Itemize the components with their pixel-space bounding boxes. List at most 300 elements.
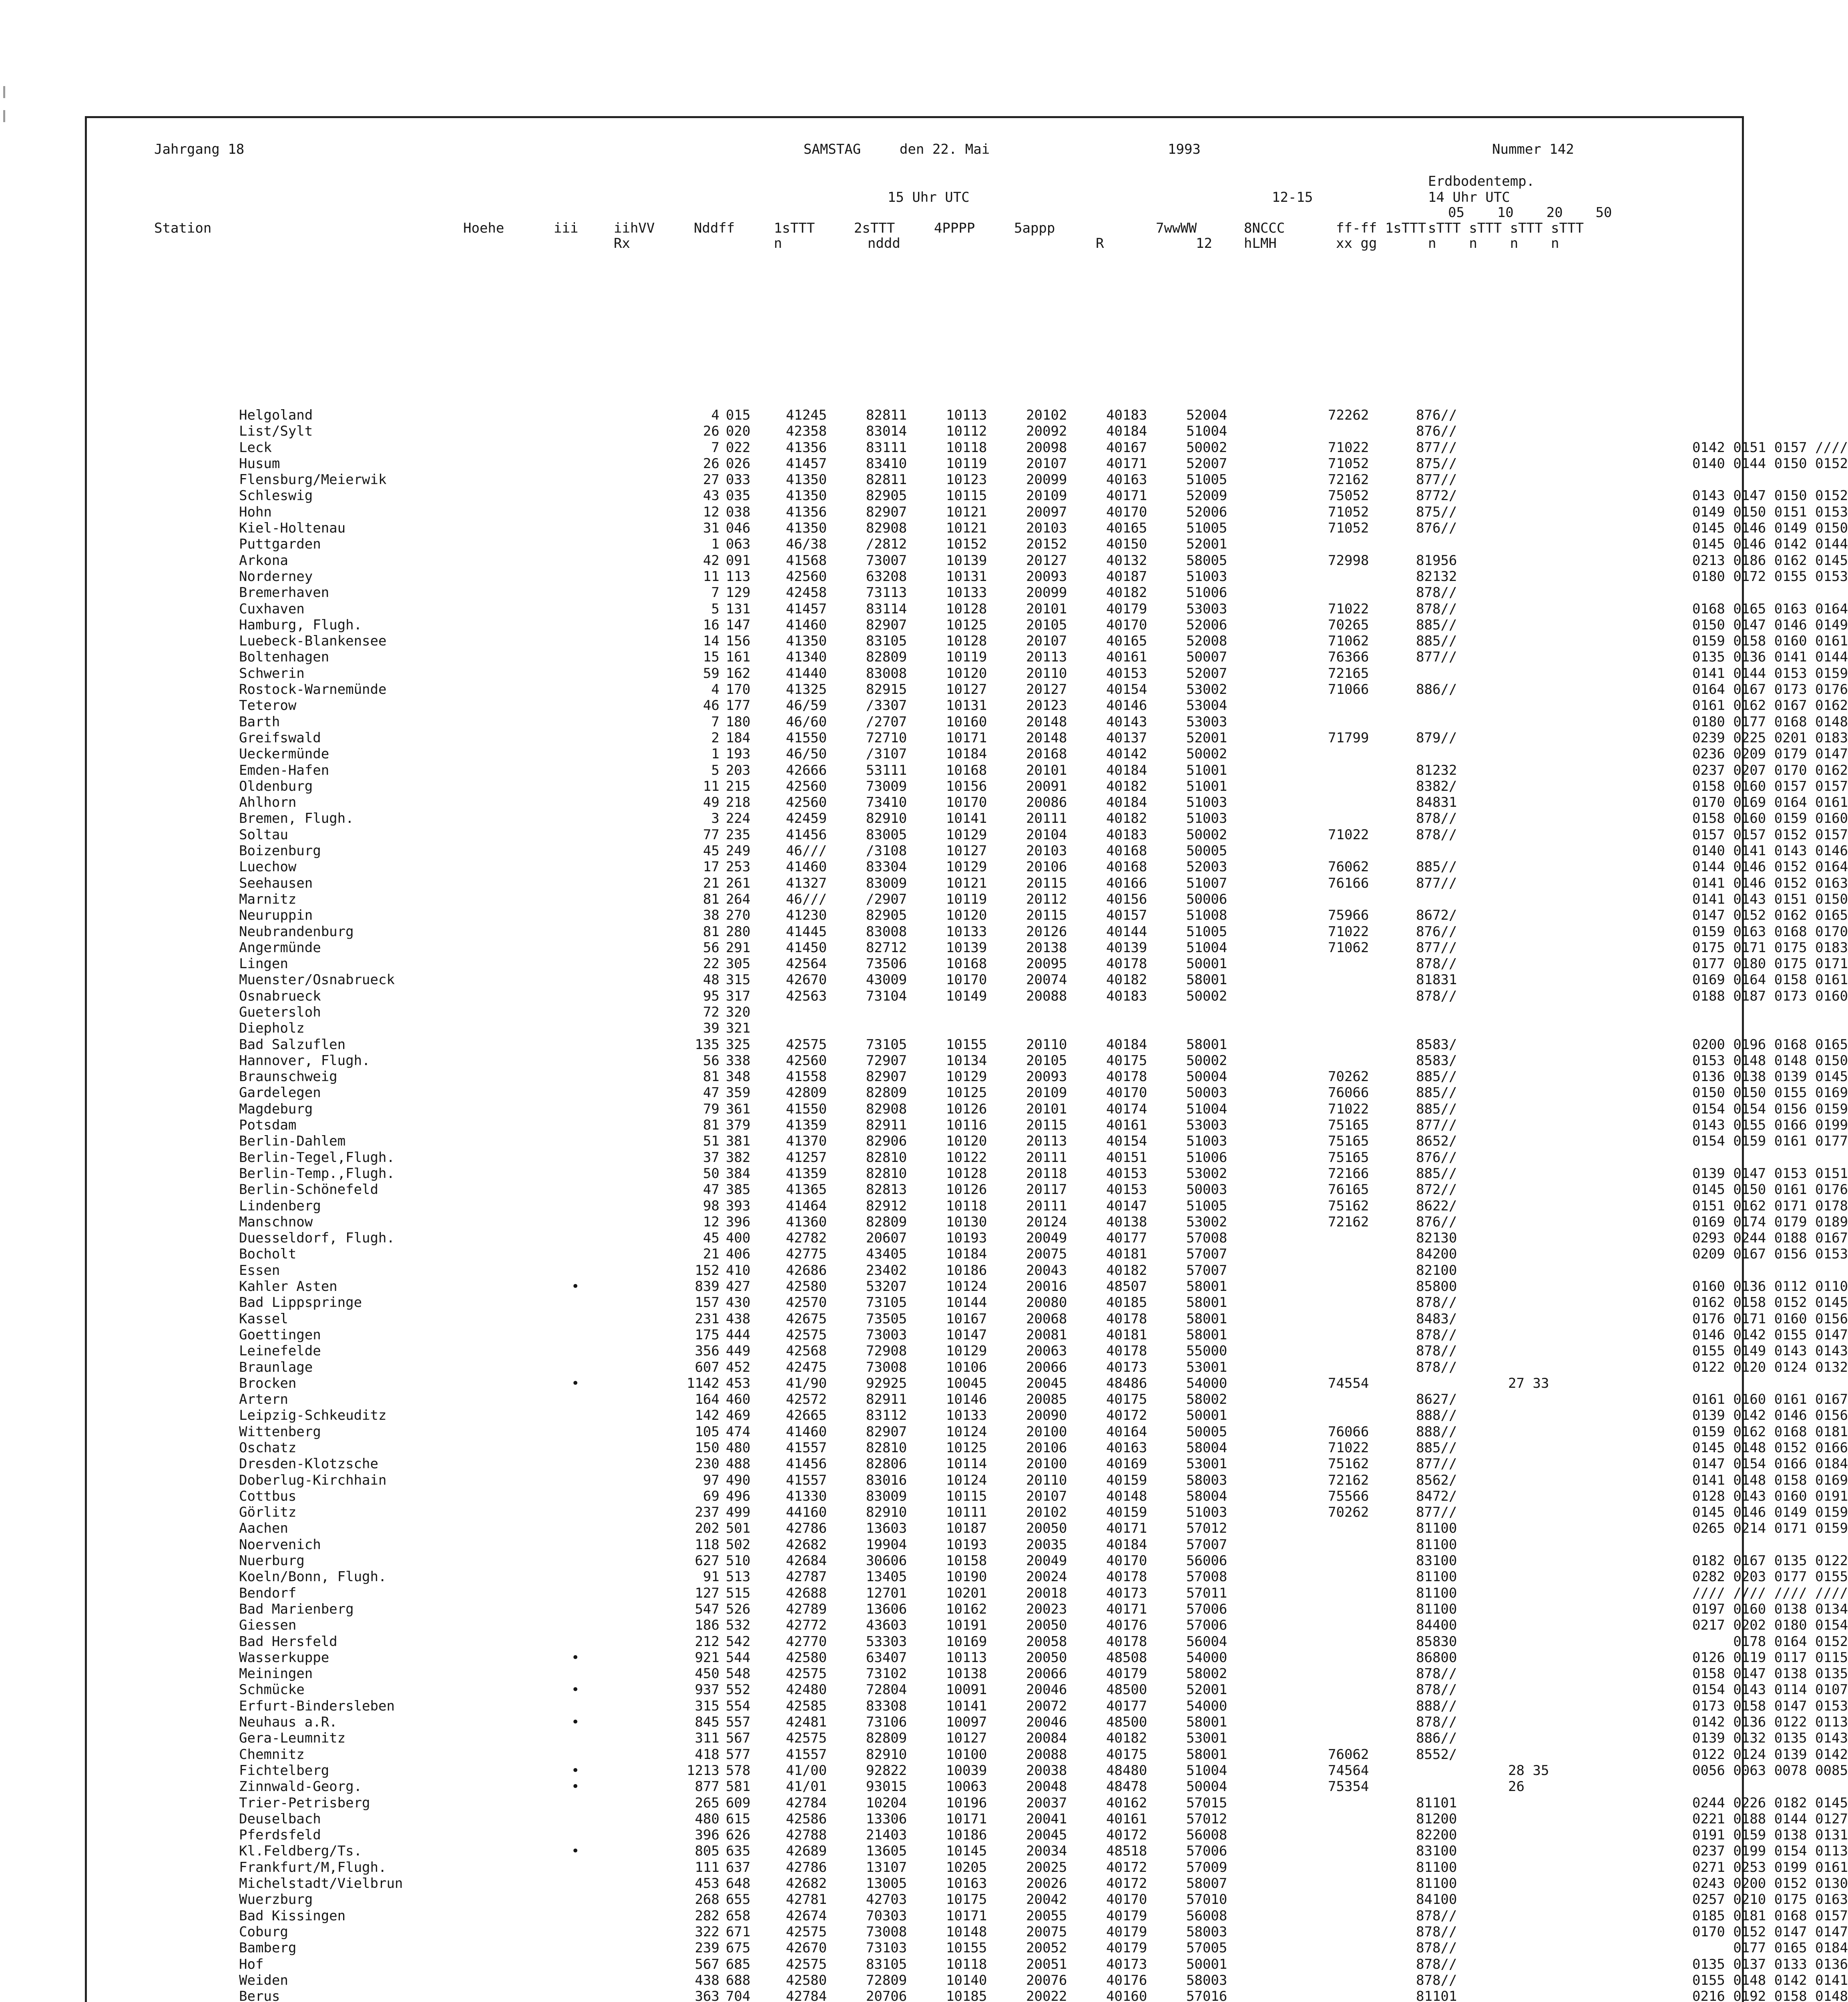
cell-iii: 460 — [726, 1391, 751, 1408]
cell-t1: 10171 — [946, 1811, 987, 1827]
cell-st: Oschatz — [239, 1440, 297, 1456]
cell-ww: 72165 — [1328, 665, 1369, 681]
cell-iii: 264 — [726, 891, 751, 907]
cell-cc: 81831 — [1416, 972, 1457, 988]
cell-vv: 46/60 — [786, 714, 827, 730]
cell-dd: 82810 — [866, 1165, 907, 1182]
cell-iii: 685 — [726, 1956, 751, 1972]
cell-vv: 41230 — [786, 907, 827, 924]
cell-e: 0154 0154 0156 0159 — [1692, 1101, 1848, 1117]
cell-e: 0128 0143 0160 0191 — [1692, 1488, 1848, 1504]
cell-p: 40184 — [1106, 423, 1147, 440]
cell-dd: 72710 — [866, 730, 907, 746]
cell-vv: 41245 — [786, 407, 827, 423]
cell-st: Berlin-Temp.,Flugh. — [239, 1165, 395, 1182]
col-soil-t: sTTT sTTT sTTT sTTT — [1428, 220, 1584, 236]
cell-p: 40175 — [1106, 1746, 1147, 1763]
cell-st: Seehausen — [239, 875, 313, 891]
cell-iii: 015 — [726, 407, 751, 423]
cell-h: 5 — [711, 601, 719, 617]
cell-h: 2 — [711, 730, 719, 746]
cell-iii: 113 — [726, 568, 751, 585]
cell-t2: 20115 — [1026, 875, 1067, 891]
cell-p: 40178 — [1106, 956, 1147, 972]
cell-t1: 10113 — [946, 407, 987, 423]
period-range: 12-15 — [1272, 189, 1313, 205]
cell-p: 40165 — [1106, 633, 1147, 649]
cell-p: 40184 — [1106, 794, 1147, 811]
mountain-station-marker: • — [571, 1278, 580, 1295]
cell-e: 0151 0162 0171 0178 — [1692, 1198, 1848, 1214]
cell-cc: 85800 — [1416, 1278, 1457, 1295]
cell-t1: 10205 — [946, 1859, 987, 1875]
cell-iii: 490 — [726, 1472, 751, 1488]
cell-dd: 83016 — [866, 1472, 907, 1488]
cell-p: 40150 — [1106, 536, 1147, 553]
cell-cc: 84831 — [1416, 794, 1457, 811]
cell-st: Greifswald — [239, 730, 321, 746]
cell-p: 40173 — [1106, 1585, 1147, 1601]
cell-a: 50003 — [1186, 1085, 1227, 1101]
cell-iii: 215 — [726, 778, 751, 794]
cell-t2: 20168 — [1026, 746, 1067, 762]
cell-a: 51001 — [1186, 778, 1227, 794]
cell-p: 40183 — [1106, 407, 1147, 423]
cell-a: 51004 — [1186, 1762, 1227, 1779]
cell-iii: 131 — [726, 601, 751, 617]
cell-cc: 885// — [1416, 617, 1457, 633]
cell-a: 57006 — [1186, 1617, 1227, 1634]
cell-p: 40182 — [1106, 778, 1147, 794]
cell-ww: 71022 — [1328, 923, 1369, 940]
cell-cc: 878// — [1416, 1972, 1457, 1988]
cell-e: 0150 0147 0146 0149 — [1692, 617, 1848, 633]
cell-cc: 8552/ — [1416, 1746, 1457, 1763]
cell-a: 54000 — [1186, 1375, 1227, 1391]
cell-dd: 73105 — [866, 1294, 907, 1311]
cell-t1: 10163 — [946, 1875, 987, 1892]
cell-t2: 20058 — [1026, 1633, 1067, 1650]
cell-h: 150 — [695, 1440, 719, 1456]
cell-cc: 876// — [1416, 423, 1457, 440]
cell-t1: 10186 — [946, 1262, 987, 1278]
cell-p: 40163 — [1106, 472, 1147, 488]
cell-p: 40170 — [1106, 504, 1147, 520]
cell-h: 396 — [695, 1827, 719, 1843]
cell-p: 40183 — [1106, 826, 1147, 843]
cell-p: 40138 — [1106, 1214, 1147, 1230]
cell-ww: 75165 — [1328, 1149, 1369, 1166]
cell-e: 0145 0146 0142 0144 — [1692, 536, 1848, 553]
cell-vv: 41370 — [786, 1133, 827, 1150]
cell-vv: 41257 — [786, 1149, 827, 1166]
cell-iii: 129 — [726, 585, 751, 601]
cell-e: 0122 0120 0124 0132 — [1692, 1359, 1848, 1375]
cell-cc: 81956 — [1416, 552, 1457, 569]
cell-iii: 469 — [726, 1407, 751, 1424]
cell-a: 57007 — [1186, 1246, 1227, 1262]
cell-a: 58002 — [1186, 1666, 1227, 1682]
cell-st: Helgoland — [239, 407, 313, 423]
cell-e: 0237 0199 0154 0113 — [1692, 1843, 1848, 1859]
cell-st: Doberlug-Kirchhain — [239, 1472, 387, 1488]
cell-p: 40184 — [1106, 762, 1147, 778]
cell-iii: 626 — [726, 1827, 751, 1843]
cell-p: 40176 — [1106, 1972, 1147, 1988]
cell-h: 937 — [695, 1682, 719, 1698]
cell-vv: 42674 — [786, 1908, 827, 1924]
cell-iii: 577 — [726, 1746, 751, 1763]
cell-t1: 10193 — [946, 1536, 987, 1553]
cell-st: Bremen, Flugh. — [239, 810, 354, 827]
cell-st: Guetersloh — [239, 1004, 321, 1020]
cell-h: 45 — [703, 843, 719, 859]
cell-t2: 20109 — [1026, 1085, 1067, 1101]
cell-cc: 876// — [1416, 407, 1457, 423]
cell-p: 40184 — [1106, 1036, 1147, 1053]
cell-e: 0293 0244 0188 0167 — [1692, 1230, 1848, 1246]
cell-cc: 878// — [1416, 1294, 1457, 1311]
cell-iii: 526 — [726, 1601, 751, 1617]
cell-h: 164 — [695, 1391, 719, 1408]
cell-st: Berlin-Dahlem — [239, 1133, 346, 1150]
cell-e: 0159 0162 0168 0181 — [1692, 1423, 1848, 1440]
cell-e: 0216 0192 0158 0148 — [1692, 1988, 1848, 2002]
cell-h: 805 — [695, 1843, 719, 1859]
cell-iii: 224 — [726, 810, 751, 827]
cell-h: 111 — [695, 1859, 719, 1875]
cell-t1: 10126 — [946, 1182, 987, 1198]
cell-e: 0168 0165 0163 0164 — [1692, 601, 1848, 617]
cell-t1: 10191 — [946, 1617, 987, 1634]
cell-h: 31 — [703, 520, 719, 537]
cell-iii: 253 — [726, 859, 751, 875]
cell-t2: 20138 — [1026, 939, 1067, 956]
cell-dd: 83014 — [866, 423, 907, 440]
cell-t1: 10039 — [946, 1762, 987, 1779]
cell-t1: 10116 — [946, 1117, 987, 1134]
cell-p: 40159 — [1106, 1504, 1147, 1521]
cell-a: 52008 — [1186, 633, 1227, 649]
cell-st: Leinefelde — [239, 1343, 321, 1359]
cell-a: 54000 — [1186, 1649, 1227, 1666]
cell-p: 48500 — [1106, 1714, 1147, 1731]
cell-cc: 872// — [1416, 1182, 1457, 1198]
cell-a: 51005 — [1186, 1198, 1227, 1214]
cell-dd: 83008 — [866, 923, 907, 940]
cell-p: 40185 — [1106, 1294, 1147, 1311]
cell-h: 26 — [703, 455, 719, 472]
cell-a: 57016 — [1186, 1988, 1227, 2002]
cell-ww: 71052 — [1328, 455, 1369, 472]
cell-t1: 10124 — [946, 1423, 987, 1440]
col-t1-sub: n — [774, 235, 782, 251]
mountain-station-marker: • — [571, 1682, 580, 1698]
cell-a: 51001 — [1186, 762, 1227, 778]
cell-dd: 13405 — [866, 1569, 907, 1585]
cell-dd: 72809 — [866, 1972, 907, 1988]
cell-dd: 10204 — [866, 1795, 907, 1811]
cell-p: 40173 — [1106, 1956, 1147, 1972]
cell-e: 0140 0144 0150 0152 — [1692, 455, 1848, 472]
cell-p: 40159 — [1106, 1472, 1147, 1488]
cell-st: Artern — [239, 1391, 288, 1408]
cell-h: 81 — [703, 1117, 719, 1134]
cell-t2: 20086 — [1026, 794, 1067, 811]
cell-h: 607 — [695, 1359, 719, 1375]
cell-a: 53003 — [1186, 1117, 1227, 1134]
cell-vv: 41327 — [786, 875, 827, 891]
cell-a: 58001 — [1186, 1746, 1227, 1763]
cell-dd: 82907 — [866, 504, 907, 520]
cell-a: 53002 — [1186, 1165, 1227, 1182]
cell-e: 0209 0167 0156 0153 — [1692, 1246, 1848, 1262]
cell-iii: 552 — [726, 1682, 751, 1698]
cell-iii: 480 — [726, 1440, 751, 1456]
cell-h: 81 — [703, 923, 719, 940]
cell-a: 50002 — [1186, 746, 1227, 762]
cell-h: 311 — [695, 1730, 719, 1747]
cell-vv: 41325 — [786, 681, 827, 698]
cell-t2: 20101 — [1026, 762, 1067, 778]
cell-iii: 348 — [726, 1069, 751, 1085]
cell-vv: 41359 — [786, 1165, 827, 1182]
cell-dd: 53207 — [866, 1278, 907, 1295]
cell-st: Schmücke — [239, 1682, 305, 1698]
cell-cc: 877// — [1416, 1504, 1457, 1521]
cell-a: 54000 — [1186, 1698, 1227, 1714]
cell-e: 0244 0226 0182 0145 — [1692, 1795, 1848, 1811]
cell-dd: 73102 — [866, 1666, 907, 1682]
cell-dd: 82912 — [866, 1198, 907, 1214]
cell-st: Teterow — [239, 697, 297, 714]
cell-ww: 75052 — [1328, 488, 1369, 504]
cell-p: 40139 — [1106, 939, 1147, 956]
cell-st: Koeln/Bonn, Flugh. — [239, 1569, 387, 1585]
cell-a: 52004 — [1186, 407, 1227, 423]
cell-st: Soltau — [239, 826, 288, 843]
cell-e: 0139 0142 0146 0156 — [1692, 1407, 1848, 1424]
cell-ww: 74564 — [1328, 1762, 1369, 1779]
cell-iii: 515 — [726, 1585, 751, 1601]
cell-e: 0161 0160 0161 0167 — [1692, 1391, 1848, 1408]
cell-e: 0180 0172 0155 0153 — [1692, 568, 1848, 585]
cell-e: 0136 0138 0139 0145 — [1692, 1069, 1848, 1085]
cell-cc: 8622/ — [1416, 1198, 1457, 1214]
cell-t1: 10187 — [946, 1520, 987, 1537]
cell-t1: 10118 — [946, 1956, 987, 1972]
cell-a: 50002 — [1186, 439, 1227, 456]
cell-cc: 84400 — [1416, 1617, 1457, 1634]
cell-a: 57005 — [1186, 1940, 1227, 1956]
cell-e: 0197 0160 0138 0134 — [1692, 1601, 1848, 1617]
cell-p: 40147 — [1106, 1198, 1147, 1214]
cell-iii: 020 — [726, 423, 751, 440]
cell-iii: 655 — [726, 1891, 751, 1908]
cell-cc: 84200 — [1416, 1246, 1457, 1262]
cell-dd: 83112 — [866, 1407, 907, 1424]
cell-p: 40153 — [1106, 665, 1147, 681]
cell-dd: 83008 — [866, 665, 907, 681]
cell-cc: 878// — [1416, 956, 1457, 972]
cell-e: 0145 0146 0149 0159 — [1692, 1504, 1848, 1521]
cell-h: 72 — [703, 1004, 719, 1020]
cell-dd: 83009 — [866, 875, 907, 891]
cell-st: Dresden-Klotzsche — [239, 1456, 378, 1472]
cell-dd: 83009 — [866, 1488, 907, 1504]
cell-vv: 41365 — [786, 1182, 827, 1198]
cell-t2: 20110 — [1026, 1472, 1067, 1488]
mountain-station-marker: • — [571, 1714, 580, 1731]
date-label: den 22. Mai — [900, 141, 990, 157]
col-t2-sub: nddd — [868, 235, 900, 251]
cell-vv: 41456 — [786, 1456, 827, 1472]
cell-iii: 396 — [726, 1214, 751, 1230]
cell-vv: 42809 — [786, 1085, 827, 1101]
cell-st: Wasserkuppe — [239, 1649, 329, 1666]
cell-vv: 41350 — [786, 633, 827, 649]
edge-mark — [3, 86, 5, 98]
cell-cc: 876// — [1416, 1214, 1457, 1230]
col-ff-sub: xx gg — [1336, 235, 1377, 251]
cell-h: 3 — [711, 810, 719, 827]
cell-vv: 42560 — [786, 568, 827, 585]
cell-t1: 10129 — [946, 1343, 987, 1359]
cell-a: 57011 — [1186, 1585, 1227, 1601]
cell-p: 40178 — [1106, 1069, 1147, 1085]
cell-vv: 42475 — [786, 1359, 827, 1375]
cell-t2: 20048 — [1026, 1779, 1067, 1795]
cell-st: Wittenberg — [239, 1423, 321, 1440]
cell-vv: 42458 — [786, 585, 827, 601]
cell-st: Arkona — [239, 552, 288, 569]
cell-cc: 878// — [1416, 1908, 1457, 1924]
cell-st: Kassel — [239, 1311, 288, 1327]
cell-iii: 063 — [726, 536, 751, 553]
mountain-station-marker: • — [571, 1762, 580, 1779]
cell-t2: 20022 — [1026, 1988, 1067, 2002]
cell-p: 40179 — [1106, 1666, 1147, 1682]
cell-cc: 8382/ — [1416, 778, 1457, 794]
cell-st: Kahler Asten — [239, 1278, 337, 1295]
cell-st: Leipzig-Schkeuditz — [239, 1407, 387, 1424]
cell-iii: 427 — [726, 1278, 751, 1295]
cell-t2: 20111 — [1026, 810, 1067, 827]
cell-st: Zinnwald-Georg. — [239, 1779, 362, 1795]
cell-e: //// //// //// //// — [1692, 1585, 1848, 1601]
cell-dd: 83304 — [866, 859, 907, 875]
cell-p: 48478 — [1106, 1779, 1147, 1795]
cell-cc: 878// — [1416, 1327, 1457, 1343]
cell-cc: 8472/ — [1416, 1488, 1457, 1504]
cell-iii: 658 — [726, 1908, 751, 1924]
cell-iii: 453 — [726, 1375, 751, 1391]
cell-a: 58004 — [1186, 1440, 1227, 1456]
cell-cc: 8583/ — [1416, 1036, 1457, 1053]
cell-iii: 384 — [726, 1165, 751, 1182]
cell-cc: 876// — [1416, 520, 1457, 537]
cell-t1: 10145 — [946, 1843, 987, 1859]
cell-t1: 10122 — [946, 1149, 987, 1166]
cell-vv: 41457 — [786, 601, 827, 617]
cell-vv: 42665 — [786, 1407, 827, 1424]
cell-st: Lindenberg — [239, 1198, 321, 1214]
cell-iii: 548 — [726, 1666, 751, 1682]
cell-e: 0164 0167 0173 0176 — [1692, 681, 1848, 698]
cell-dd: 73105 — [866, 1036, 907, 1053]
cell-t2: 20093 — [1026, 568, 1067, 585]
cell-vv: 46/59 — [786, 697, 827, 714]
cell-t1: 10128 — [946, 633, 987, 649]
cell-t1: 10169 — [946, 1633, 987, 1650]
cell-vv: 41445 — [786, 923, 827, 940]
cell-ww: 70265 — [1328, 617, 1369, 633]
cell-t2: 20117 — [1026, 1182, 1067, 1198]
cell-h: 567 — [695, 1956, 719, 1972]
weekday-label: SAMSTAG — [803, 141, 861, 157]
cell-h: 46 — [703, 697, 719, 714]
cell-cc: 879// — [1416, 730, 1457, 746]
cell-vv: 42675 — [786, 1311, 827, 1327]
cell-st: Luebeck-Blankensee — [239, 633, 387, 649]
cell-a: 52006 — [1186, 504, 1227, 520]
cell-vv: 42586 — [786, 1811, 827, 1827]
cell-t1: 10139 — [946, 552, 987, 569]
cell-t2: 20046 — [1026, 1682, 1067, 1698]
cell-vv: 41558 — [786, 1069, 827, 1085]
cell-e: 0159 0158 0160 0161 — [1692, 633, 1848, 649]
cell-h: 315 — [695, 1698, 719, 1714]
cell-vv: 41/00 — [786, 1762, 827, 1779]
cell-st: Marnitz — [239, 891, 297, 907]
cell-vv: 42575 — [786, 1036, 827, 1053]
cell-iii: 637 — [726, 1859, 751, 1875]
cell-t1: 10129 — [946, 1069, 987, 1085]
cell-vv: 42788 — [786, 1827, 827, 1843]
cell-vv: 42670 — [786, 972, 827, 988]
cell-st: Flensburg/Meierwik — [239, 472, 387, 488]
cell-t1: 10152 — [946, 536, 987, 553]
cell-st: Neuhaus a.R. — [239, 1714, 337, 1731]
cell-p: 40176 — [1106, 1617, 1147, 1634]
cell-h: 547 — [695, 1601, 719, 1617]
cell-cc: 8562/ — [1416, 1472, 1457, 1488]
cell-a: 58002 — [1186, 1391, 1227, 1408]
cell-p: 40146 — [1106, 697, 1147, 714]
cell-ww: 76166 — [1328, 875, 1369, 891]
cell-p: 40160 — [1106, 1988, 1147, 2002]
cell-t1: 10119 — [946, 455, 987, 472]
cell-h: 51 — [703, 1133, 719, 1150]
cell-iii: 635 — [726, 1843, 751, 1859]
cell-iii: 033 — [726, 472, 751, 488]
cell-p: 40143 — [1106, 714, 1147, 730]
cell-vv: 46/38 — [786, 536, 827, 553]
cell-t1: 10127 — [946, 681, 987, 698]
cell-p: 40154 — [1106, 1133, 1147, 1150]
cell-t2: 20118 — [1026, 1165, 1067, 1182]
cell-st: Wuerzburg — [239, 1891, 313, 1908]
cell-st: Manschnow — [239, 1214, 313, 1230]
cell-e: 0135 0137 0133 0136 — [1692, 1956, 1848, 1972]
cell-t2: 20091 — [1026, 778, 1067, 794]
cell-t2: 20080 — [1026, 1294, 1067, 1311]
cell-p: 40144 — [1106, 923, 1147, 940]
col-t2: 2sTTT — [854, 220, 895, 236]
cell-p: 40132 — [1106, 552, 1147, 569]
cell-dd: 82908 — [866, 520, 907, 537]
cell-dd: 73113 — [866, 585, 907, 601]
